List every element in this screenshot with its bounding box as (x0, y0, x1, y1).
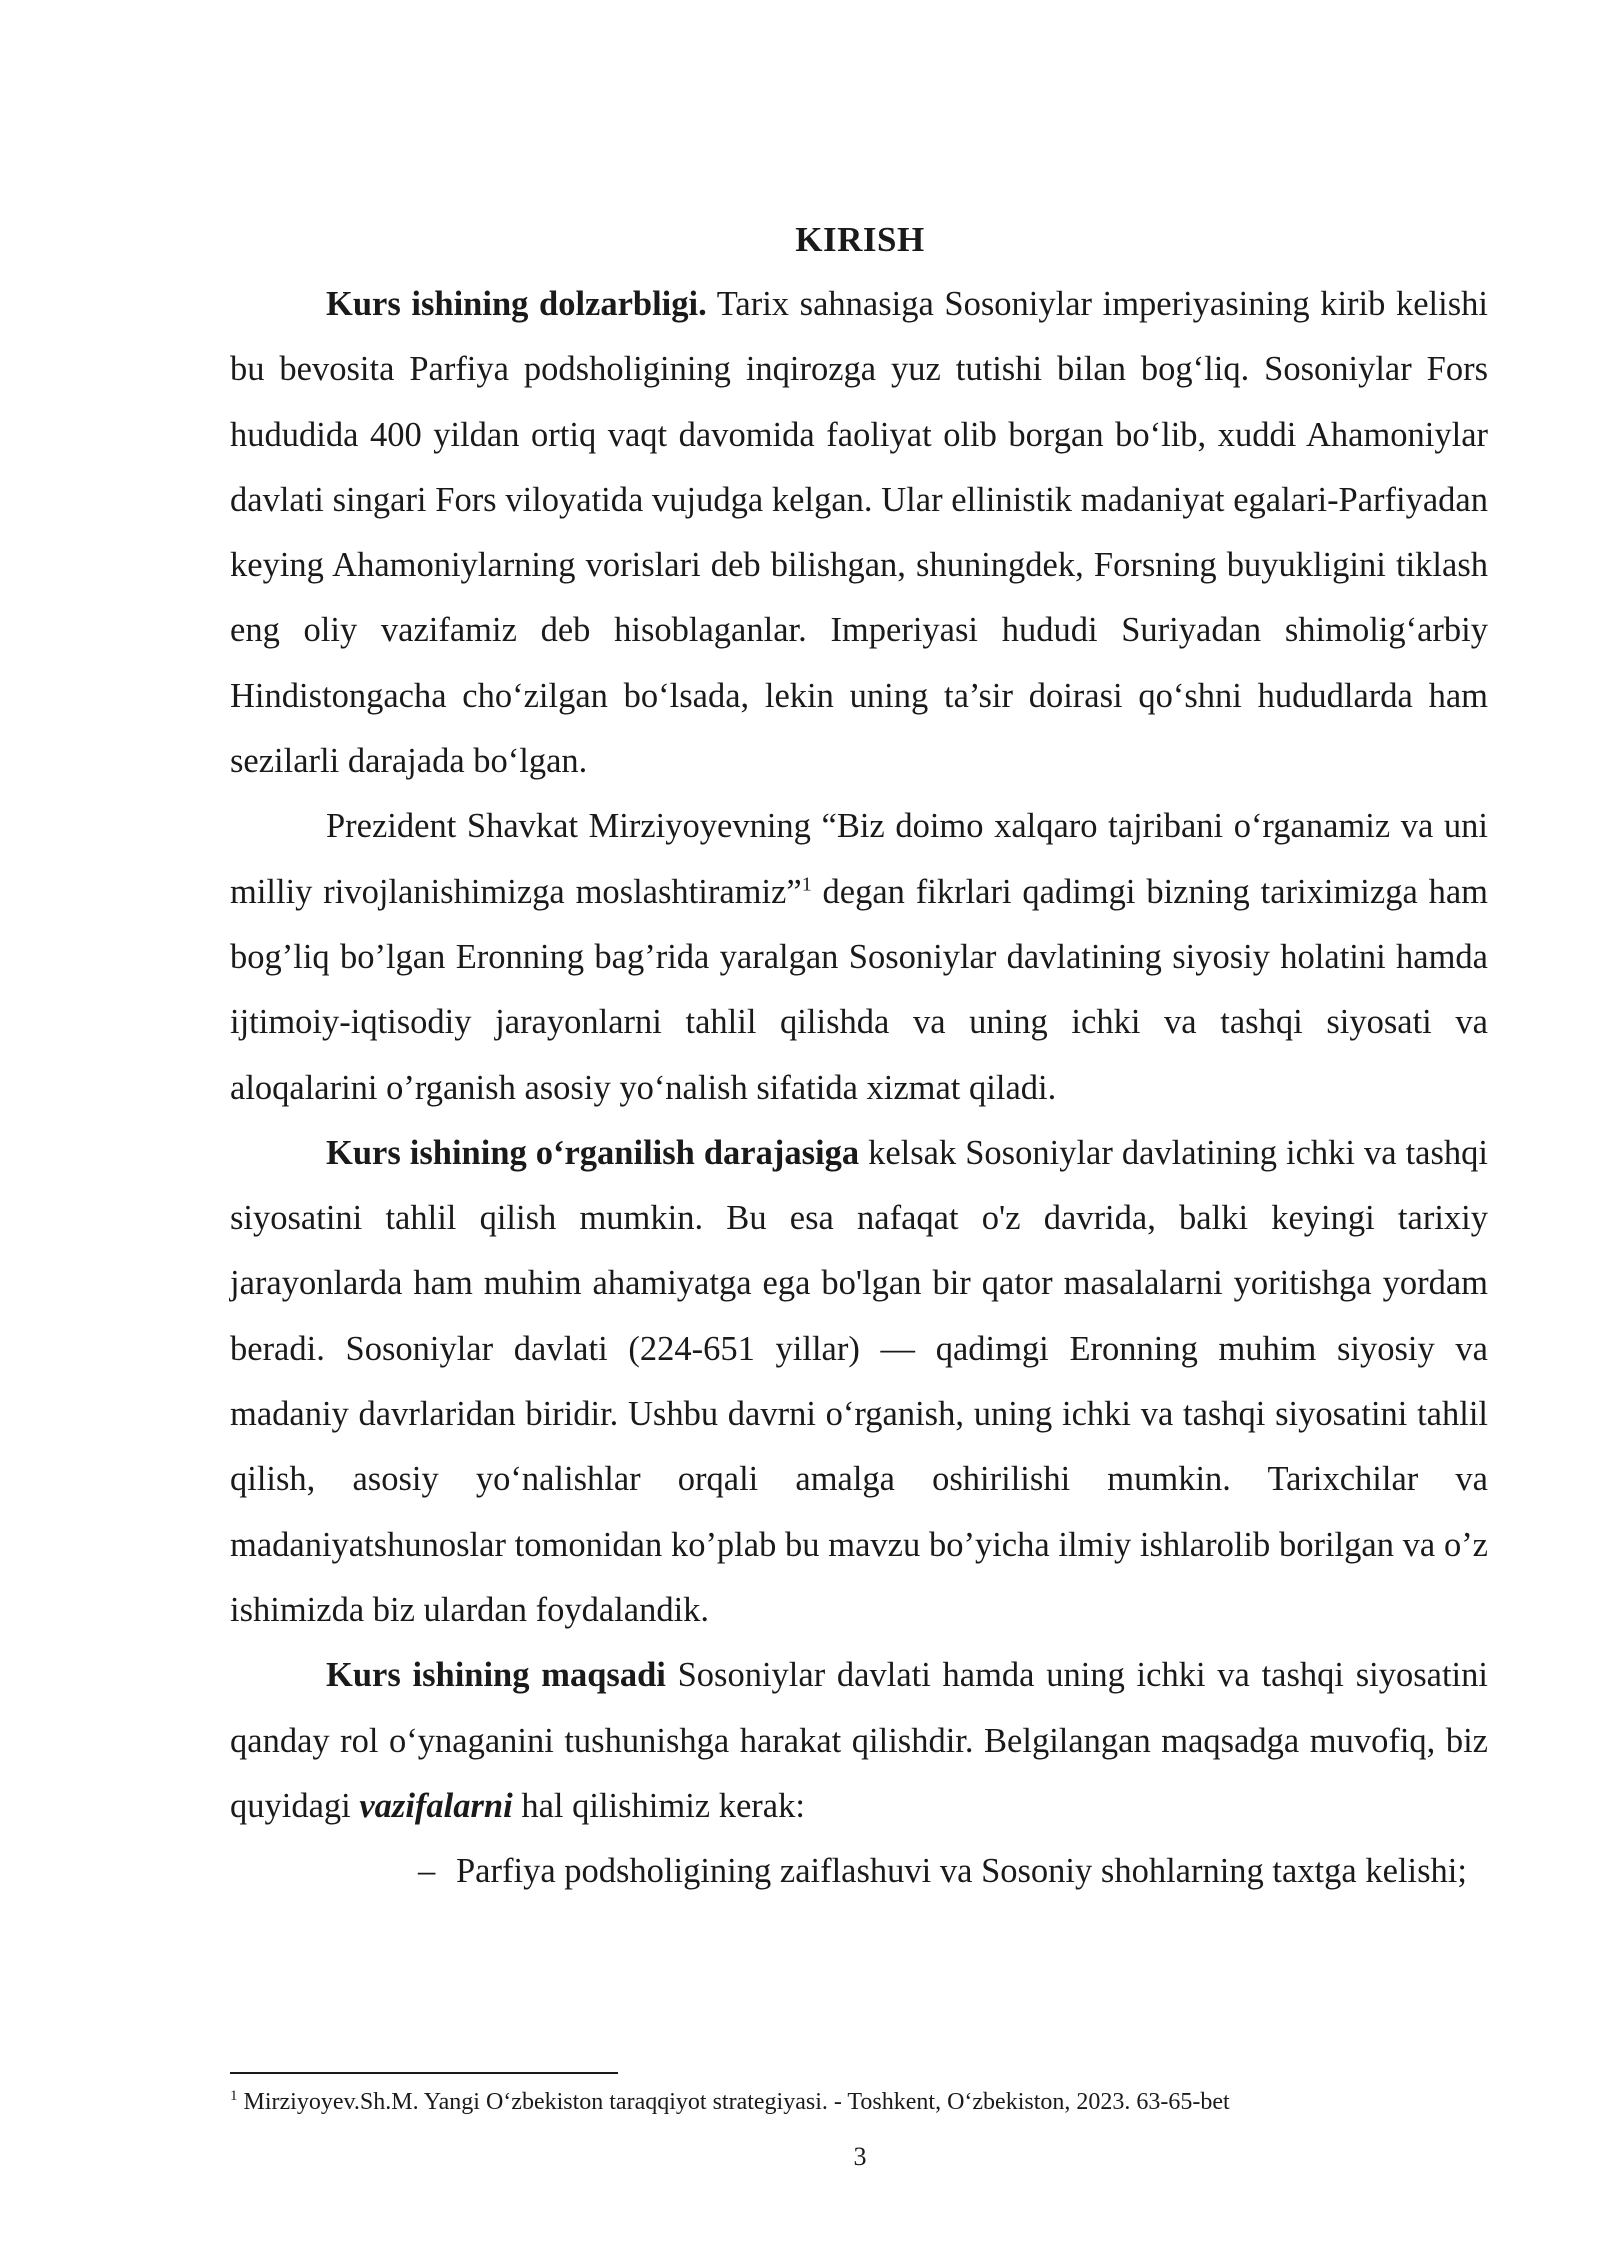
footnote-text: Mirziyoyev.Sh.M. Yangi O‘zbekiston taraqqiyot strategiyasi. - Toshkent, O‘zbekiston, 2023. 63-65-bet (237, 2089, 1230, 2115)
footnote-marker: 1 (230, 2088, 238, 2104)
emphasis-text: vazifalarni (359, 1786, 513, 1825)
page-number: 3 (853, 2142, 867, 2171)
paragraph-text: degan fikrlari qadimgi bizning tariximizga ham bog’liq bo’lgan Eronning bag’rida yaralgan Sosoniylar davlatining siyosiy holatini hamda ijtimoiy-iqtisodiy jarayonlarni tahlil qilishda va uning ichki va tashqi siyosati va aloqalarini o’rganish asosiy yo‘nalish sifatida xizmat qiladi. (230, 872, 1488, 1107)
paragraph-text: hal qilishimiz kerak: (512, 1786, 805, 1825)
footnote-separator (230, 2072, 618, 2074)
footnote (230, 2085, 1488, 2119)
paragraph-text: kelsak Sosoniylar davlatining ichki va tashqi siyosatini tahlil qilish mumkin. Bu esa nafaqat o'z davrida, balki keyingi tarixiy jarayonlarda ham muhim ahamiyatga ega bo'lgan bir qator masalalarni yoritishga yordam beradi. Sosoniylar davlati (224-651 yillar) — qadimgi Eronning muhim siyosiy va madaniy davrlaridan biridir. Ushbu davrni o‘rganish, uning ichki va tashqi siyosatini tahlil qilish, asosiy yo‘nalishlar orqali amalga oshirilishi mumkin. Tarixchilar va madaniyatshunoslar tomonidan ko’plab bu mavzu bo’yicha ilmiy ishlarolib borilgan va o’z ishimizda biz ulardan foydalandik. (230, 1133, 1488, 1629)
list-bullet: – (418, 1852, 436, 1891)
paragraph-president-quote (230, 794, 1488, 1120)
paragraph-goal (230, 1643, 1488, 1839)
paragraph-text: Sosoniylar davlati hamda uning ichki va tashqi siyosatini qanday rol o‘ynaganini tushunishga harakat qilishdir. Belgilangan maqsadga muvofiq, biz quyidagi (230, 1656, 1488, 1825)
paragraph-label: Kurs ishining dolzarbligi. (326, 285, 707, 323)
body-text (230, 272, 1488, 1904)
paragraph-label: Kurs ishining o‘rganilish darajasiga (326, 1133, 860, 1172)
paragraph-relevance (230, 272, 1488, 794)
paragraph-label: Kurs ishining maqsadi (326, 1656, 666, 1695)
paragraph-text: Prezident Shavkat Mirziyoyevning “Biz doimo xalqaro tajribani o‘rganamiz va uni milliy rivojlanishimizga moslashtiramiz” (230, 807, 1488, 911)
paragraph-text: Tarix sahnasiga Sosoniylar imperiyasining kirib kelishi bu bevosita Parfiya podsholigining inqirozga yuz tutishi bilan bog‘liq. Sosoniylar Fors hududida 400 yildan ortiq vaqt davomida faoliyat olib borgan bo‘lib, xuddi Ahamoniylar davlati singari Fors viloyatida vujudga kelgan. Ular ellinistik madaniyat egalari-Parfiyadan keying Ahamoniylarning vorislari deb bilishgan, shuningdek, Forsning buyukligini tiklash eng oliy vazifamiz deb hisoblaganlar. Imperiyasi hududi Suriyadan shimolig‘arbiy Hindistongacha cho‘zilgan bo‘lsada, lekin uning ta’sir doirasi qo‘shni hududlarda ham sezilarli darajada bo‘lgan. (230, 285, 1488, 781)
list-item (230, 1839, 1488, 1904)
list-item-text: Parfiya podsholigining zaiflashuvi va Sosoniy shohlarning taxtga kelishi; (456, 1852, 1467, 1891)
section-heading: KIRISH (795, 220, 925, 259)
footnote-reference[interactable]: 1 (801, 873, 812, 896)
paragraph-study-level (230, 1121, 1488, 1643)
